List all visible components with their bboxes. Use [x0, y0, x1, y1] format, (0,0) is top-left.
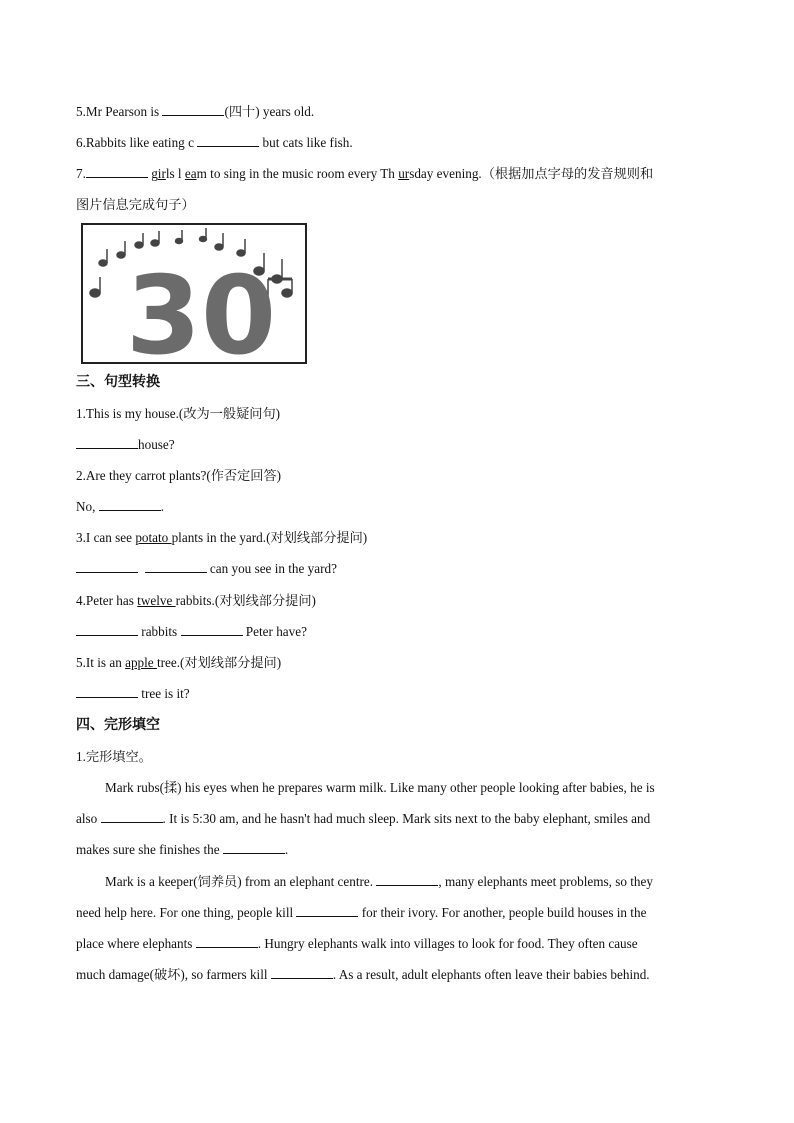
section-4-title: 四、完形填空: [76, 717, 160, 733]
cloze-line: place where elephants . Hungry elephants walk into villages to look for food. They often cause: [76, 936, 638, 951]
answer-blank[interactable]: [76, 685, 138, 698]
cloze-blank[interactable]: [101, 810, 163, 823]
s3-answer-2: No, .: [76, 499, 165, 514]
s3-question-1: 1.This is my house.(改为一般疑问句): [76, 406, 281, 421]
cloze-blank[interactable]: [296, 904, 358, 917]
answer-blank[interactable]: [197, 134, 259, 147]
answer-blank[interactable]: [76, 623, 138, 636]
cloze-line: makes sure she finishes the .: [76, 842, 289, 857]
answer-blank[interactable]: [181, 623, 243, 636]
s3-question-5: 5.It is an apple tree.(对划线部分提问): [76, 655, 282, 670]
answer-blank[interactable]: [145, 560, 207, 573]
cloze-line: Mark rubs(揉) his eyes when he prepares warm milk. Like many other people looking after babies, he is: [105, 780, 655, 795]
s3-answer-1: house?: [76, 436, 175, 454]
answer-blank[interactable]: [162, 103, 224, 116]
answer-blank[interactable]: [99, 498, 161, 511]
music-notes-30-picture: [81, 223, 307, 364]
s3-answer-3: can you see in the yard?: [76, 560, 337, 578]
answer-blank[interactable]: [76, 436, 138, 449]
cloze-blank[interactable]: [223, 841, 285, 854]
cloze-blank[interactable]: [196, 935, 258, 948]
s3-question-3: 3.I can see potato plants in the yard.(对划线部分提问): [76, 530, 368, 545]
question-6: 6.Rabbits like eating c but cats like fish.: [76, 135, 353, 150]
answer-blank[interactable]: [86, 165, 148, 178]
cloze-line: much damage(破坏), so farmers kill . As a result, adult elephants often leave their babies behind.: [76, 967, 650, 982]
s3-question-4: 4.Peter has twelve rabbits.(对划线部分提问): [76, 593, 316, 608]
picture-number: 30: [125, 254, 277, 364]
cloze-line: Mark is a keeper(饲养员) from an elephant centre. , many elephants meet problems, so they: [105, 874, 653, 889]
cloze-blank[interactable]: [271, 966, 333, 979]
answer-blank[interactable]: [76, 560, 138, 573]
cloze-blank[interactable]: [376, 873, 438, 886]
s3-answer-5: tree is it?: [76, 685, 190, 703]
s3-question-2: 2.Are they carrot plants?(作否定回答): [76, 468, 282, 483]
question-5: 5.Mr Pearson is (四十) years old.: [76, 104, 315, 119]
cloze-line: also . It is 5:30 am, and he hasn't had much sleep. Mark sits next to the baby elephant, smiles and: [76, 811, 651, 826]
cloze-line: need help here. For one thing, people kill for their ivory. For another, people build houses in the: [76, 905, 647, 920]
s3-answer-4: rabbits Peter have?: [76, 623, 307, 641]
section-4-subtitle: 1.完形填空。: [76, 749, 152, 764]
question-7-continued: 图片信息完成句子）: [76, 197, 195, 212]
section-3-title: 三、句型转换: [76, 374, 160, 390]
question-7: 7. girls l eam to sing in the music room every Th ursday evening.（根据加点字母的发音规则和: [76, 166, 654, 181]
